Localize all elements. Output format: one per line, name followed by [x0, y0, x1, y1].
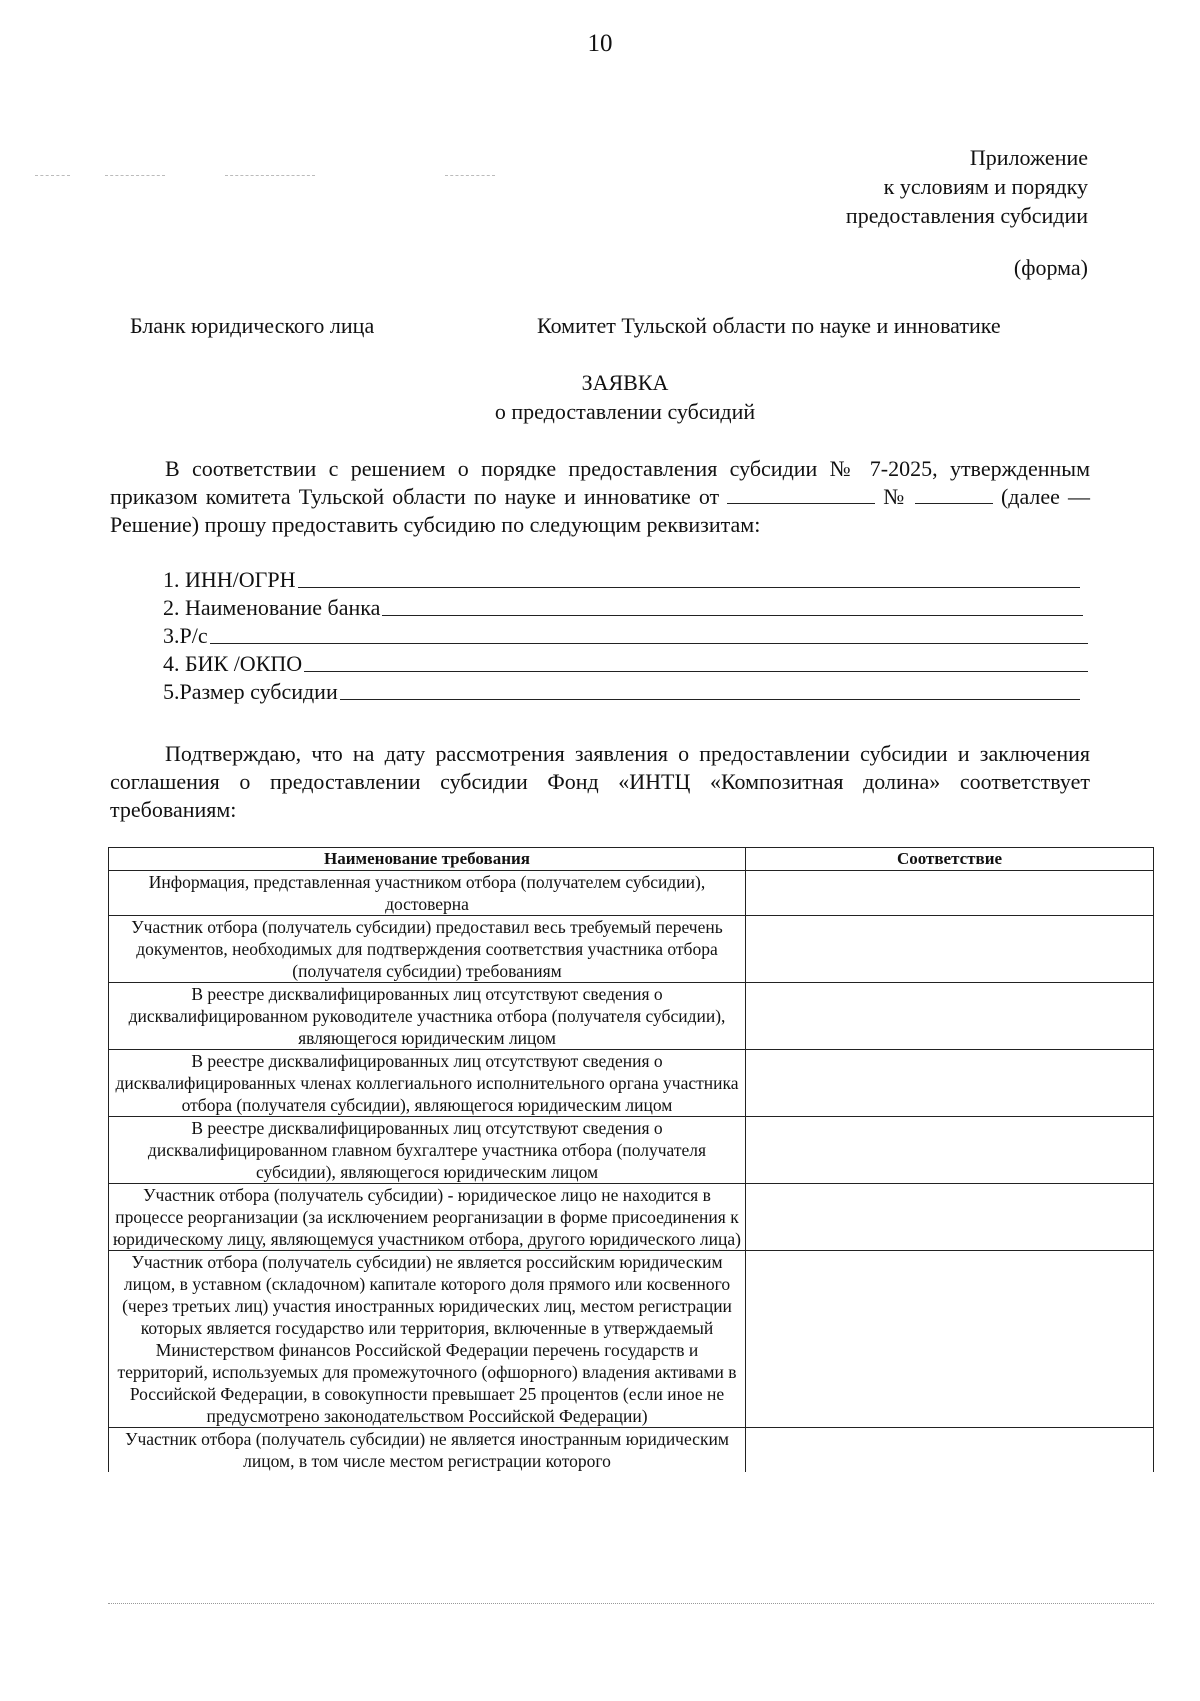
table-row [109, 983, 1154, 1050]
compliance-cell[interactable] [746, 1050, 1154, 1117]
requisite-blank[interactable] [340, 699, 1080, 700]
table-row [109, 1050, 1154, 1117]
requisite-label: 3.Р/с [163, 623, 208, 648]
compliance-cell[interactable] [746, 1251, 1154, 1428]
number-blank[interactable] [915, 485, 993, 504]
requirement-cell: Информация, представленная участником отбора (получателем субсидии), достоверна [109, 871, 746, 916]
date-blank[interactable] [727, 485, 875, 504]
requisite-label: 1. ИНН/ОГРН [163, 567, 296, 592]
paragraph-text: (далее — Решение) прошу предоставить субсидию по следующим реквизитам: [110, 484, 1090, 537]
table-row [109, 1428, 1154, 1473]
addressee: Комитет Тульской области по науке и инноватике [537, 313, 1001, 338]
list-item [163, 678, 1080, 706]
requirement-cell: В реестре дисквалифицированных лиц отсутствуют сведения о дисквалифицированном главном бухгалтере участника отбора (получателя субсидии), являющегося юридическим лицом [109, 1117, 746, 1184]
confirm-paragraph [110, 740, 1090, 824]
table-row [109, 916, 1154, 983]
list-item [163, 622, 1088, 650]
form-label: (форма) [1013, 255, 1088, 280]
list-item [163, 650, 1088, 678]
requisites-list [163, 566, 1088, 706]
paragraph-text: № [875, 484, 915, 509]
scan-artifact [225, 175, 315, 176]
requisite-blank[interactable] [298, 587, 1080, 588]
document-title [0, 368, 1200, 426]
requirement-cell: В реестре дисквалифицированных лиц отсутствуют сведения о дисквалифицированном руководителе участника отбора (получателя субсидии), являющегося юридическим лицом [109, 983, 746, 1050]
requisite-blank[interactable] [210, 643, 1088, 644]
title-sub: о предоставлении субсидий [494, 399, 756, 424]
compliance-cell[interactable] [746, 983, 1154, 1050]
scan-artifact [105, 175, 165, 176]
scan-artifact [35, 175, 70, 176]
compliance-cell[interactable] [746, 1117, 1154, 1184]
requirement-cell: Участник отбора (получатель субсидии) не является иностранным юридическим лицом, в том числе местом регистрации которого [109, 1428, 746, 1473]
list-item [163, 566, 1080, 594]
table-row [109, 1184, 1154, 1251]
page-number: 10 [587, 30, 613, 57]
compliance-cell[interactable] [746, 1428, 1154, 1473]
list-item [163, 594, 1083, 622]
appendix-line: предоставления субсидии [845, 203, 1088, 228]
requisite-blank[interactable] [382, 615, 1083, 616]
column-header: Наименование требования [109, 848, 746, 871]
appendix-line: Приложение [969, 145, 1088, 170]
requisite-label: 2. Наименование банка [163, 595, 381, 620]
compliance-cell[interactable] [746, 871, 1154, 916]
appendix-line: к условиям и порядку [883, 174, 1088, 199]
title-main: ЗАЯВКА [581, 370, 669, 395]
table-row [109, 871, 1154, 916]
appendix-heading [846, 143, 1088, 230]
requirement-cell: В реестре дисквалифицированных лиц отсутствуют сведения о дисквалифицированных членах коллегиального исполнительного органа участника отбора (получателя субсидии), являющегося юридическим лицом [109, 1050, 746, 1117]
compliance-cell[interactable] [746, 1184, 1154, 1251]
paragraph-text: В соответствии с решением о порядке предоставления субсидии № 7-2025, утвержденным приказом комитета Тульской области по науке и инноватике от [110, 456, 1090, 509]
requirements-table [108, 847, 1154, 1472]
letterhead-label: Бланк юридического лица [130, 313, 375, 338]
requisite-label: 5.Размер субсидии [163, 679, 338, 704]
compliance-cell[interactable] [746, 916, 1154, 983]
table-header-row [109, 848, 1154, 871]
table-continuation-edge [108, 1603, 1154, 1604]
column-header: Соответствие [746, 848, 1154, 871]
scan-artifact [445, 175, 495, 176]
requisite-blank[interactable] [304, 671, 1088, 672]
requisite-label: 4. БИК /ОКПО [163, 651, 303, 676]
requirement-cell: Участник отбора (получатель субсидии) не является российским юридическим лицом, в уставном (складочном) капитале которого доля прямого или косвенного (через третьих лиц) участия иностранных юридических лиц, местом регистрации которых является государство или территория, включенные в утверждаемый Министерством финансов Российской Федерации перечень государств и территорий, используемых для промежуточного (офшорного) владения активами в Российской Федерации, в совокупности превышает 25 процентов (если иное не предусмотрено законодательством Российской Федерации) [109, 1251, 746, 1428]
table-row [109, 1251, 1154, 1428]
table-row [109, 1117, 1154, 1184]
requirement-cell: Участник отбора (получатель субсидии) - юридическое лицо не находится в процессе реорганизации (за исключением реорганизации в форме присоединения к юридическому лицу, являющемуся участником отбора, другого юридического лица) [109, 1184, 746, 1251]
requirement-cell: Участник отбора (получатель субсидии) предоставил весь требуемый перечень документов, необходимых для подтверждения соответствия участника отбора (получателя субсидии) требованиям [109, 916, 746, 983]
paragraph-text: Подтверждаю, что на дату рассмотрения заявления о предоставлении субсидии и заключения соглашения о предоставлении субсидии Фонд «ИНТЦ «Композитная долина» соответствует требованиям: [110, 741, 1090, 822]
decision-paragraph [110, 455, 1090, 539]
